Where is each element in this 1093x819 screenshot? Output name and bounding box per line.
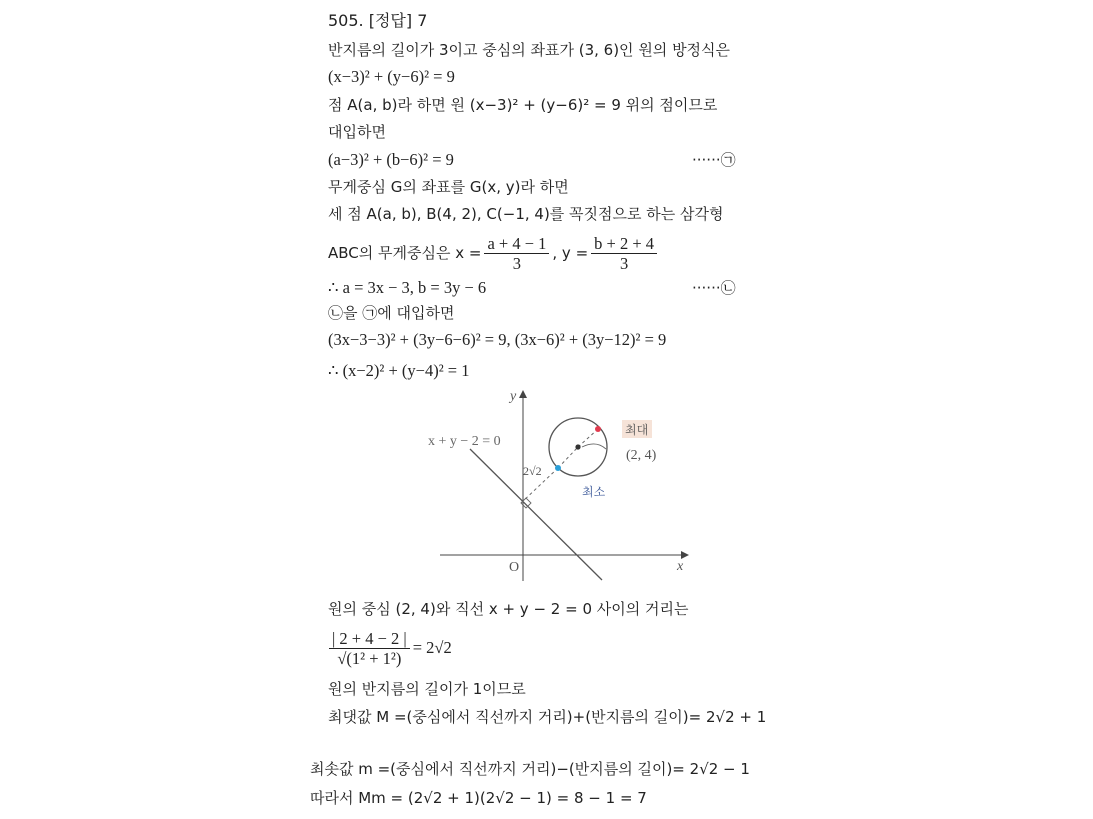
- denominator: 3: [619, 254, 629, 273]
- center-leader-line: [582, 444, 606, 449]
- equation-marker: ······㉡: [692, 279, 736, 297]
- max-value-line: 최댓값 M =(중심에서 직선까지 거리)+(반지름의 길이)= 2√2 + 1: [328, 708, 767, 726]
- text-line: 반지름의 길이가 3이고 중심의 좌표가 (3, 6)인 원의 방정식은: [328, 41, 731, 59]
- equation-marker: ······㉠: [692, 151, 736, 169]
- equation: ∴ (x−2)² + (y−4)² = 1: [328, 361, 470, 380]
- radius-segment-min: [558, 447, 578, 468]
- circle-center-point: [575, 444, 580, 449]
- final-answer-line: 따라서 Mm = (2√2 + 1)(2√2 − 1) = 8 − 1 = 7: [310, 789, 647, 807]
- max-point: [595, 426, 601, 432]
- fraction: [591, 234, 657, 273]
- text-segment: , y =: [552, 244, 589, 262]
- min-label: 최소: [582, 485, 606, 499]
- equation: (3x−3−3)² + (3y−6−6)² = 9, (3x−6)² + (3y−12)² = 9: [328, 330, 667, 349]
- distance-label: 2√2: [523, 464, 542, 478]
- denominator: 3: [512, 254, 522, 273]
- answer-heading: 505. [정답] 7: [328, 11, 428, 30]
- text-line: 대입하면: [328, 123, 386, 141]
- y-axis-label: y: [510, 389, 517, 404]
- numerator: | 2 + 4 − 2 |: [329, 629, 410, 649]
- text-line: 원의 반지름의 길이가 1이므로: [328, 680, 526, 698]
- min-point: [555, 465, 561, 471]
- text-line: 원의 중심 (2, 4)와 직선 x + y − 2 = 0 사이의 거리는: [328, 600, 689, 618]
- origin-label: O: [509, 560, 520, 575]
- circle-line-figure: [420, 383, 695, 583]
- text-line: 무게중심 G의 좌표를 G(x, y)라 하면: [328, 178, 569, 196]
- center-label: (2, 4): [626, 448, 657, 463]
- numerator: b + 2 + 4: [591, 234, 657, 254]
- fraction: [329, 629, 410, 668]
- text-line: 세 점 A(a, b), B(4, 2), C(−1, 4)를 꼭짓점으로 하는 삼각형: [328, 205, 724, 223]
- min-value-line: 최솟값 m =(중심에서 직선까지 거리)−(반지름의 길이)= 2√2 − 1: [310, 760, 750, 778]
- x-axis-label: x: [677, 559, 684, 574]
- centroid-formula: [328, 230, 660, 276]
- equation: (a−3)² + (b−6)² = 9: [328, 150, 454, 169]
- result: = 2√2: [412, 638, 452, 657]
- fraction: [484, 234, 549, 273]
- text-segment: ABC의 무게중심은 x =: [328, 244, 482, 262]
- text-line: ㉡을 ㉠에 대입하면: [328, 304, 455, 322]
- numerator: a + 4 − 1: [484, 234, 549, 254]
- equation: ∴ a = 3x − 3, b = 3y − 6: [328, 278, 487, 297]
- distance-formula: [326, 624, 452, 672]
- max-label: 최대: [625, 423, 649, 437]
- line-label: x + y − 2 = 0: [428, 434, 501, 449]
- equation: (x−3)² + (y−6)² = 9: [328, 67, 455, 86]
- denominator: √(1² + 1²): [337, 649, 402, 668]
- text-line: 점 A(a, b)라 하면 원 (x−3)² + (y−6)² = 9 위의 점이므로: [328, 96, 718, 114]
